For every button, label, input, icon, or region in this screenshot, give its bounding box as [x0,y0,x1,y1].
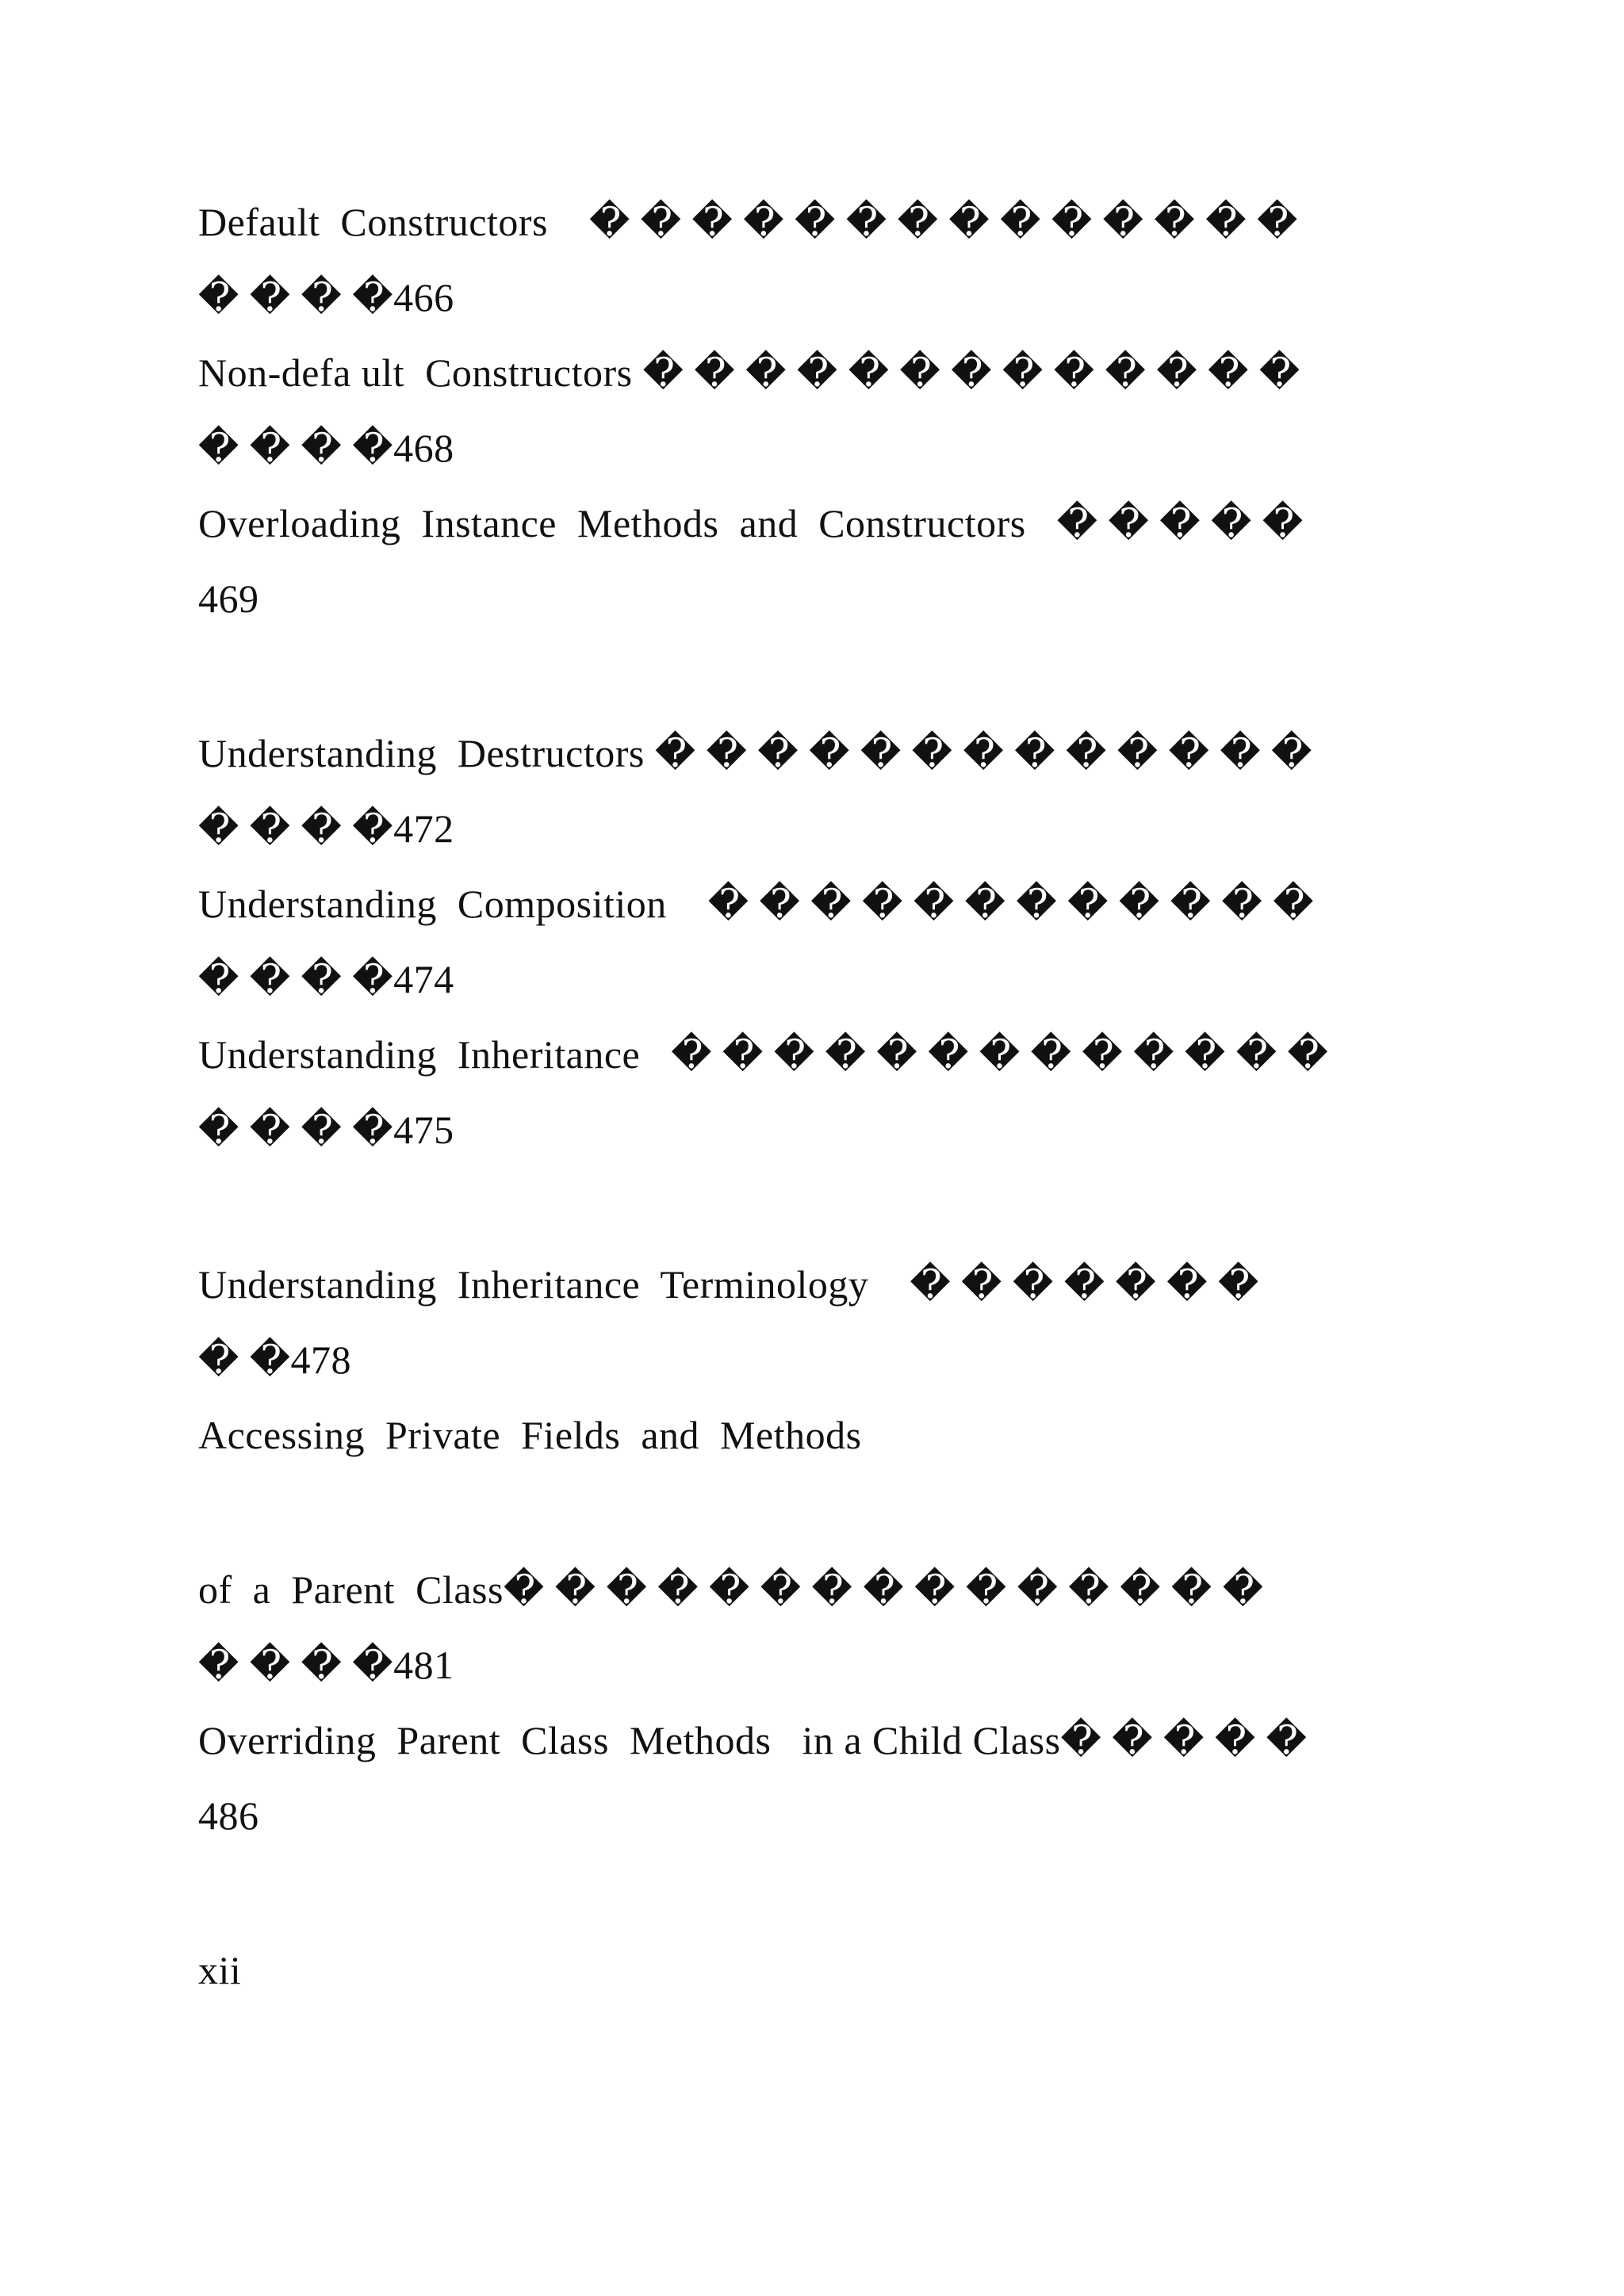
toc-entry-destructors-page: � � � �472 [198,806,454,851]
toc-entry-inheritance-terminology: Understanding Inheritance Terminology � � � � � � � [198,1262,1259,1307]
toc-entry-accessing-private: Accessing Private Fields and Methods [198,1413,862,1457]
toc-entry-overloading: Overloading Instance Methods and Constructors � � � � � [198,501,1304,545]
toc-entry-destructors: Understanding Destructors � � � � � � � � � � � � � [198,731,1312,775]
toc-entry-overriding-page: 486 [198,1793,259,1838]
toc-entry-composition: Understanding Composition � � � � � � � � � � � � [198,882,1314,926]
toc-entry-non-default-constructors: Non-defa ult Constructors � � � � � � � � � � � � � [198,350,1300,395]
toc-entry-overloading-page: 469 [198,576,259,621]
toc-entry-default-constructors: Default Constructors � � � � � � � � � � � � � � [198,200,1298,244]
toc-entry-inheritance-page: � � � �475 [198,1108,454,1152]
toc-entry-parent-class: of a Parent Class� � � � � � � � � � � � � � � [198,1567,1264,1612]
toc-entry-inheritance: Understanding Inheritance � � � � � � � � � � � � � [198,1032,1329,1077]
toc-entry-parent-class-page: � � � �481 [198,1643,454,1687]
toc-entry-non-default-constructors-page: � � � �468 [198,426,454,470]
page-number: xii [198,1948,242,1992]
toc-entry-overriding: Overriding Parent Class Methods in a Child Class� � � � � [198,1718,1308,1762]
toc-entry-inheritance-terminology-page: � �478 [198,1337,352,1382]
toc-entry-default-constructors-page: � � � �466 [198,275,454,320]
toc-entry-composition-page: � � � �474 [198,957,454,1001]
